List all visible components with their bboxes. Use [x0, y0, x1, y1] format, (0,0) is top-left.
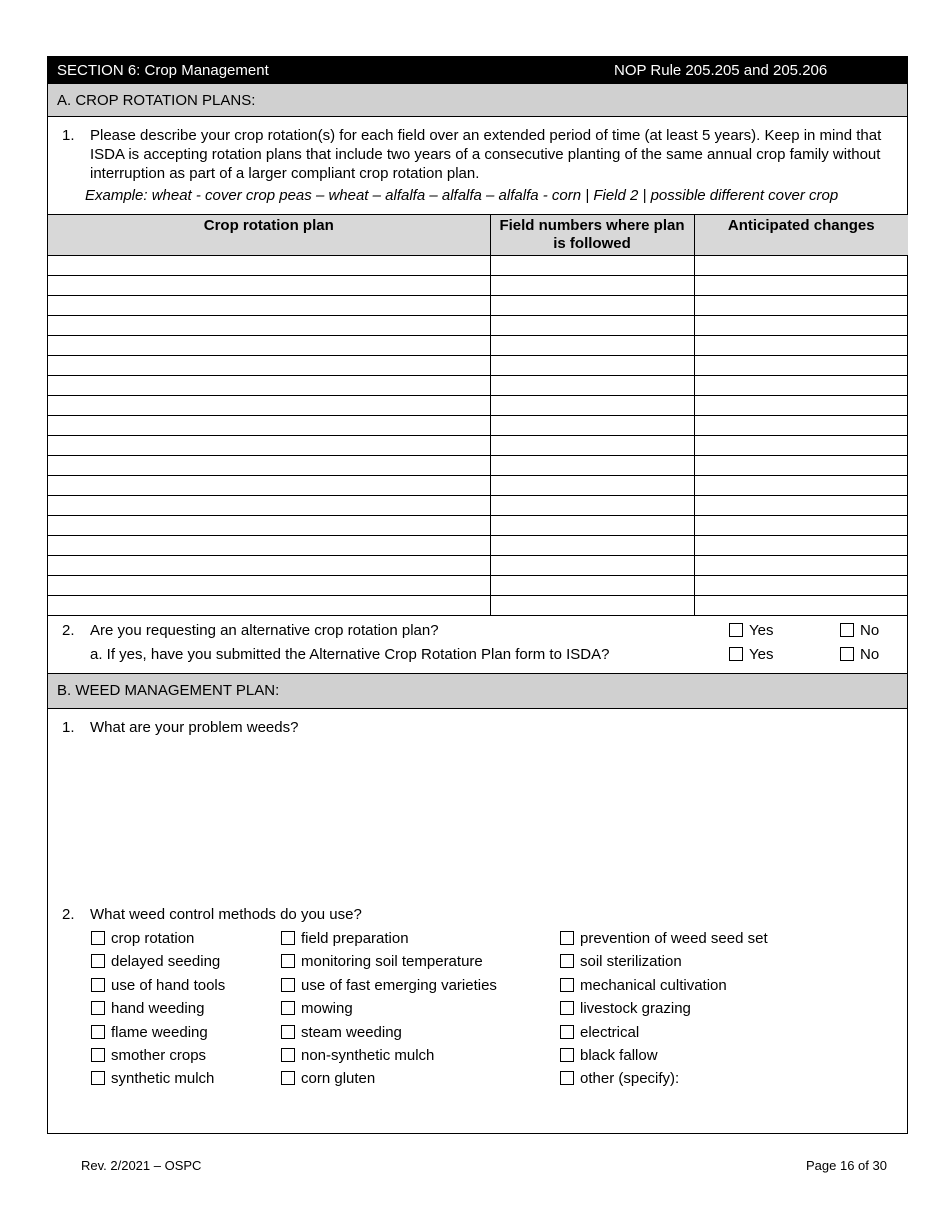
method-checkbox[interactable]: [281, 1001, 295, 1015]
no-checkbox[interactable]: [840, 623, 854, 637]
revision-label: Rev. 2/2021 – OSPC: [81, 1158, 202, 1173]
part-a-question-2: [62, 622, 439, 639]
field-numbers-cell[interactable]: [490, 556, 694, 576]
crop-rotation-table: [48, 214, 908, 616]
alt-form-submitted-yes[interactable]: [729, 646, 773, 663]
weed-method-option[interactable]: [560, 1070, 679, 1087]
method-label: electrical: [580, 1023, 640, 1041]
method-checkbox[interactable]: [281, 954, 295, 968]
weed-method-option[interactable]: [560, 1000, 691, 1017]
method-checkbox[interactable]: [91, 1048, 105, 1062]
method-label: mowing: [301, 1000, 353, 1018]
question-text: Are you requesting an alternative crop rotation plan?: [90, 622, 439, 639]
method-label: smother crops: [111, 1047, 207, 1064]
anticipated-changes-cell[interactable]: [694, 476, 908, 496]
table-row: [48, 496, 908, 516]
method-label: other (specify):: [580, 1070, 680, 1088]
question-text: What weed control methods do you use?: [90, 906, 362, 923]
yes-label: Yes: [749, 646, 774, 663]
part-b-header: [48, 673, 907, 709]
table-row: [48, 536, 908, 556]
question-text: Please describe your crop rotation(s) for each field over an extended period of time (at least 5 years). Keep in mind that ISDA is accepting rotation plans that include two years of a consecutive planting of the same annual crop family without interruption as part of a larger compliant crop rotation plan.: [90, 127, 882, 182]
field-numbers-cell[interactable]: [490, 496, 694, 516]
method-label: use of fast emerging varieties: [301, 976, 497, 994]
table-row: [48, 296, 908, 316]
yes-checkbox[interactable]: [729, 647, 743, 661]
rotation-plan-cell[interactable]: [48, 556, 490, 576]
weed-method-option[interactable]: [281, 977, 497, 994]
method-label: livestock grazing: [580, 1000, 691, 1018]
rotation-example: Example: wheat - cover crop peas – wheat – alfalfa – alfalfa – alfalfa - corn | Field 2 | possible different cover crop: [85, 187, 839, 204]
method-checkbox[interactable]: [91, 1001, 105, 1015]
anticipated-changes-cell[interactable]: [694, 556, 908, 576]
method-checkbox[interactable]: [91, 931, 105, 945]
weed-method-option[interactable]: [91, 1047, 206, 1064]
part-a-title: A. CROP ROTATION PLANS:: [57, 92, 256, 109]
weed-method-option[interactable]: [91, 953, 220, 970]
weed-method-option[interactable]: [560, 977, 727, 994]
question-number: 1.: [62, 127, 75, 144]
table-row: [48, 316, 908, 336]
method-checkbox[interactable]: [560, 954, 574, 968]
field-numbers-cell[interactable]: [490, 256, 694, 276]
weed-method-option[interactable]: [281, 1000, 353, 1017]
alt-rotation-no[interactable]: [840, 622, 879, 639]
column-header-rotation-plan: Crop rotation plan: [48, 215, 490, 256]
rotation-plan-cell[interactable]: [48, 336, 490, 356]
method-label: delayed seeding: [111, 953, 221, 971]
part-b-title: B. WEED MANAGEMENT PLAN:: [57, 682, 280, 699]
method-checkbox[interactable]: [560, 1001, 574, 1015]
no-checkbox[interactable]: [840, 647, 854, 661]
method-checkbox[interactable]: [281, 1048, 295, 1062]
table-row: [48, 556, 908, 576]
table-row: [48, 476, 908, 496]
rotation-plan-cell[interactable]: [48, 316, 490, 336]
question-text: What are your problem weeds?: [90, 719, 299, 736]
weed-method-option[interactable]: [560, 930, 768, 947]
field-numbers-cell[interactable]: [490, 576, 694, 596]
weed-method-option[interactable]: [281, 1024, 402, 1041]
method-checkbox[interactable]: [281, 931, 295, 945]
part-b-question-1: [62, 719, 299, 736]
anticipated-changes-cell[interactable]: [694, 376, 908, 396]
rotation-plan-cell[interactable]: [48, 496, 490, 516]
method-label: black fallow: [580, 1047, 658, 1064]
column-header-field-numbers: Field numbers where plan is followed: [490, 215, 694, 256]
method-checkbox[interactable]: [560, 978, 574, 992]
rotation-plan-cell[interactable]: [48, 456, 490, 476]
rotation-plan-cell[interactable]: [48, 536, 490, 556]
anticipated-changes-cell[interactable]: [694, 396, 908, 416]
weed-method-option[interactable]: [281, 1047, 434, 1064]
table-row: [48, 396, 908, 416]
anticipated-changes-cell[interactable]: [694, 536, 908, 556]
yes-label: Yes: [749, 622, 774, 639]
field-numbers-cell[interactable]: [490, 436, 694, 456]
weed-method-option[interactable]: [281, 953, 483, 970]
rotation-plan-cell[interactable]: [48, 516, 490, 536]
method-checkbox[interactable]: [91, 978, 105, 992]
yes-checkbox[interactable]: [729, 623, 743, 637]
method-label: crop rotation: [111, 930, 195, 947]
method-label: prevention of weed seed set: [580, 930, 768, 947]
table-row: [48, 596, 908, 616]
alt-form-submitted-no[interactable]: [840, 646, 879, 663]
weed-method-option[interactable]: [91, 1070, 214, 1087]
anticipated-changes-cell[interactable]: [694, 596, 908, 616]
question-number: 1.: [62, 719, 75, 736]
method-label: monitoring soil temperature: [301, 953, 483, 971]
method-checkbox[interactable]: [560, 1048, 574, 1062]
method-checkbox[interactable]: [91, 954, 105, 968]
question-number: 2.: [62, 906, 75, 923]
method-label: flame weeding: [111, 1023, 208, 1041]
field-numbers-cell[interactable]: [490, 476, 694, 496]
weed-method-option[interactable]: [281, 930, 409, 947]
rotation-plan-cell[interactable]: [48, 396, 490, 416]
table-row: [48, 436, 908, 456]
rotation-plan-cell[interactable]: [48, 596, 490, 616]
method-label: synthetic mulch: [111, 1070, 215, 1088]
no-label: No: [860, 646, 880, 663]
anticipated-changes-cell[interactable]: [694, 336, 908, 356]
anticipated-changes-cell[interactable]: [694, 576, 908, 596]
field-numbers-cell[interactable]: [490, 356, 694, 376]
weed-method-option[interactable]: [560, 1047, 658, 1064]
alt-rotation-yes[interactable]: [729, 622, 773, 639]
anticipated-changes-cell[interactable]: [694, 296, 908, 316]
part-a-question-2a: a. If yes, have you submitted the Alternative Crop Rotation Plan form to ISDA?: [90, 646, 610, 663]
table-row: [48, 276, 908, 296]
field-numbers-cell[interactable]: [490, 456, 694, 476]
method-checkbox[interactable]: [281, 1071, 295, 1085]
rotation-plan-cell[interactable]: [48, 296, 490, 316]
anticipated-changes-cell[interactable]: [694, 276, 908, 296]
column-header-anticipated-changes: Anticipated changes: [694, 215, 908, 256]
table-row: [48, 516, 908, 536]
rotation-plan-cell[interactable]: [48, 376, 490, 396]
question-number: 2.: [62, 622, 75, 639]
method-label: corn gluten: [301, 1070, 376, 1088]
field-numbers-cell[interactable]: [490, 336, 694, 356]
method-checkbox[interactable]: [560, 1071, 574, 1085]
method-label: field preparation: [301, 930, 409, 947]
method-label: steam weeding: [301, 1023, 402, 1041]
section-header: [48, 57, 907, 83]
crop-management-form: [47, 56, 908, 1134]
weed-method-option[interactable]: [91, 930, 194, 947]
method-label: hand weeding: [111, 1000, 205, 1018]
method-checkbox[interactable]: [91, 1071, 105, 1085]
method-checkbox[interactable]: [281, 978, 295, 992]
field-numbers-cell[interactable]: [490, 536, 694, 556]
part-a-header: [48, 83, 907, 117]
field-numbers-cell[interactable]: [490, 276, 694, 296]
table-row: [48, 456, 908, 476]
anticipated-changes-cell[interactable]: [694, 436, 908, 456]
field-numbers-cell[interactable]: [490, 296, 694, 316]
method-label: non-synthetic mulch: [301, 1047, 435, 1064]
rotation-plan-cell[interactable]: [48, 576, 490, 596]
weed-method-option[interactable]: [560, 1024, 639, 1041]
field-numbers-cell[interactable]: [490, 416, 694, 436]
weed-method-option[interactable]: [281, 1070, 375, 1087]
field-numbers-cell[interactable]: [490, 316, 694, 336]
field-numbers-cell[interactable]: [490, 516, 694, 536]
anticipated-changes-cell[interactable]: [694, 456, 908, 476]
table-row: [48, 356, 908, 376]
field-numbers-cell[interactable]: [490, 596, 694, 616]
anticipated-changes-cell[interactable]: [694, 256, 908, 276]
rotation-plan-cell[interactable]: [48, 356, 490, 376]
table-row: [48, 256, 908, 276]
rotation-plan-cell[interactable]: [48, 476, 490, 496]
method-label: soil sterilization: [580, 953, 682, 971]
problem-weeds-answer-area[interactable]: [90, 743, 890, 893]
anticipated-changes-cell[interactable]: [694, 496, 908, 516]
rule-reference: NOP Rule 205.205 and 205.206: [614, 62, 828, 79]
table-row: [48, 576, 908, 596]
anticipated-changes-cell[interactable]: [694, 356, 908, 376]
rotation-plan-cell[interactable]: [48, 276, 490, 296]
rotation-plan-cell[interactable]: [48, 256, 490, 276]
section-title: SECTION 6: Crop Management: [57, 62, 269, 79]
method-checkbox[interactable]: [91, 1025, 105, 1039]
rotation-plan-cell[interactable]: [48, 416, 490, 436]
method-checkbox[interactable]: [560, 931, 574, 945]
method-label: mechanical cultivation: [580, 976, 727, 994]
anticipated-changes-cell[interactable]: [694, 316, 908, 336]
table-row: [48, 416, 908, 436]
table-row: [48, 376, 908, 396]
part-b-question-2: [62, 906, 362, 923]
weed-method-option[interactable]: [560, 953, 682, 970]
field-numbers-cell[interactable]: [490, 376, 694, 396]
weed-method-option[interactable]: [91, 1024, 208, 1041]
no-label: No: [860, 622, 880, 639]
method-checkbox[interactable]: [560, 1025, 574, 1039]
page-number: Page 16 of 30: [806, 1158, 887, 1173]
weed-method-option[interactable]: [91, 1000, 204, 1017]
field-numbers-cell[interactable]: [490, 396, 694, 416]
method-checkbox[interactable]: [281, 1025, 295, 1039]
table-row: [48, 336, 908, 356]
weed-method-option[interactable]: [91, 977, 225, 994]
anticipated-changes-cell[interactable]: [694, 516, 908, 536]
anticipated-changes-cell[interactable]: [694, 416, 908, 436]
method-label: use of hand tools: [111, 976, 226, 994]
rotation-plan-cell[interactable]: [48, 436, 490, 456]
